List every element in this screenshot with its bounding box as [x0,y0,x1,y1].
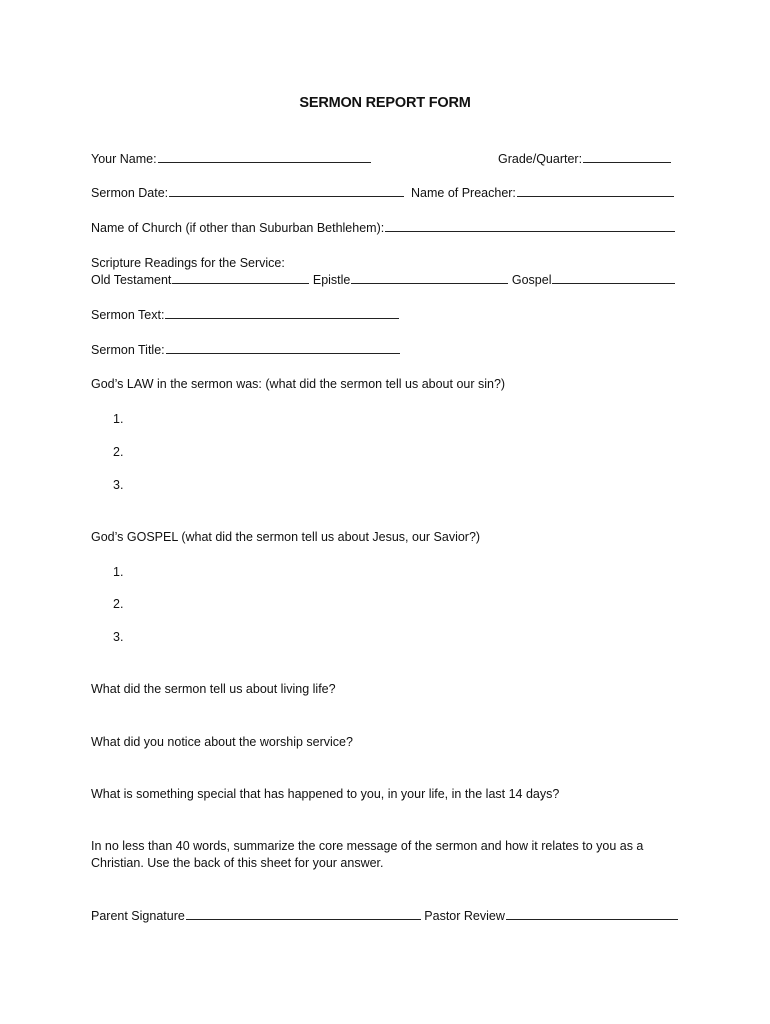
gospel-field[interactable] [552,272,675,284]
living-question: What did the sermon tell us about living life? [91,682,336,696]
your-name-label: Your Name: [91,152,157,166]
grade-quarter-row [498,151,671,167]
church-label: Name of Church (if other than Suburban Bethlehem): [91,221,385,235]
sermon-text-label: Sermon Text: [91,308,165,322]
law-item-2: 2. [113,445,124,459]
pastor-review-label: Pastor Review [424,909,505,923]
signature-row [91,908,678,924]
your-name-row [91,151,371,167]
grade-quarter-label: Grade/Quarter: [498,152,583,166]
parent-signature-field[interactable] [186,908,421,920]
sermon-title-row [91,342,400,358]
page-title: SERMON REPORT FORM [299,95,471,111]
sermon-date-row [91,185,404,201]
gospel-question: God’s GOSPEL (what did the sermon tell us about Jesus, our Savior?) [91,530,481,544]
epistle-field[interactable] [351,272,508,284]
epistle-label: Epistle [312,273,351,287]
gospel-label: Gospel [511,273,552,287]
gospel-item-3: 3. [113,630,124,644]
your-name-field[interactable] [158,151,371,163]
church-row [91,220,675,236]
scripture-row [91,272,675,288]
grade-quarter-field[interactable] [583,151,671,163]
gospel-item-1: 1. [113,565,124,579]
law-item-1: 1. [113,412,124,426]
sermon-date-label: Sermon Date: [91,186,169,200]
gospel-item-2: 2. [113,597,124,611]
sermon-text-field[interactable] [165,307,399,319]
sermon-text-row [91,307,399,323]
pastor-review-field[interactable] [506,908,678,920]
scripture-heading: Scripture Readings for the Service: [91,256,285,270]
summary-instruction-line1: In no less than 40 words, summarize the core message of the sermon and how it relates to you as a [91,839,644,853]
preacher-field[interactable] [517,185,674,197]
sermon-date-field[interactable] [169,185,404,197]
law-item-3: 3. [113,478,124,492]
sermon-title-label: Sermon Title: [91,343,165,357]
preacher-label: Name of Preacher: [411,186,516,200]
church-field[interactable] [385,220,675,232]
sermon-title-field[interactable] [166,342,400,354]
law-question: God’s LAW in the sermon was: (what did the sermon tell us about our sin?) [91,377,506,391]
special-question: What is something special that has happened to you, in your life, in the last 14 days? [91,787,560,801]
worship-question: What did you notice about the worship service? [91,735,353,749]
old-testament-label: Old Testament [91,273,172,287]
parent-signature-label: Parent Signature [91,909,185,923]
preacher-row [411,185,674,201]
old-testament-field[interactable] [172,272,309,284]
summary-instruction-line2: Christian. Use the back of this sheet for your answer. [91,856,384,870]
